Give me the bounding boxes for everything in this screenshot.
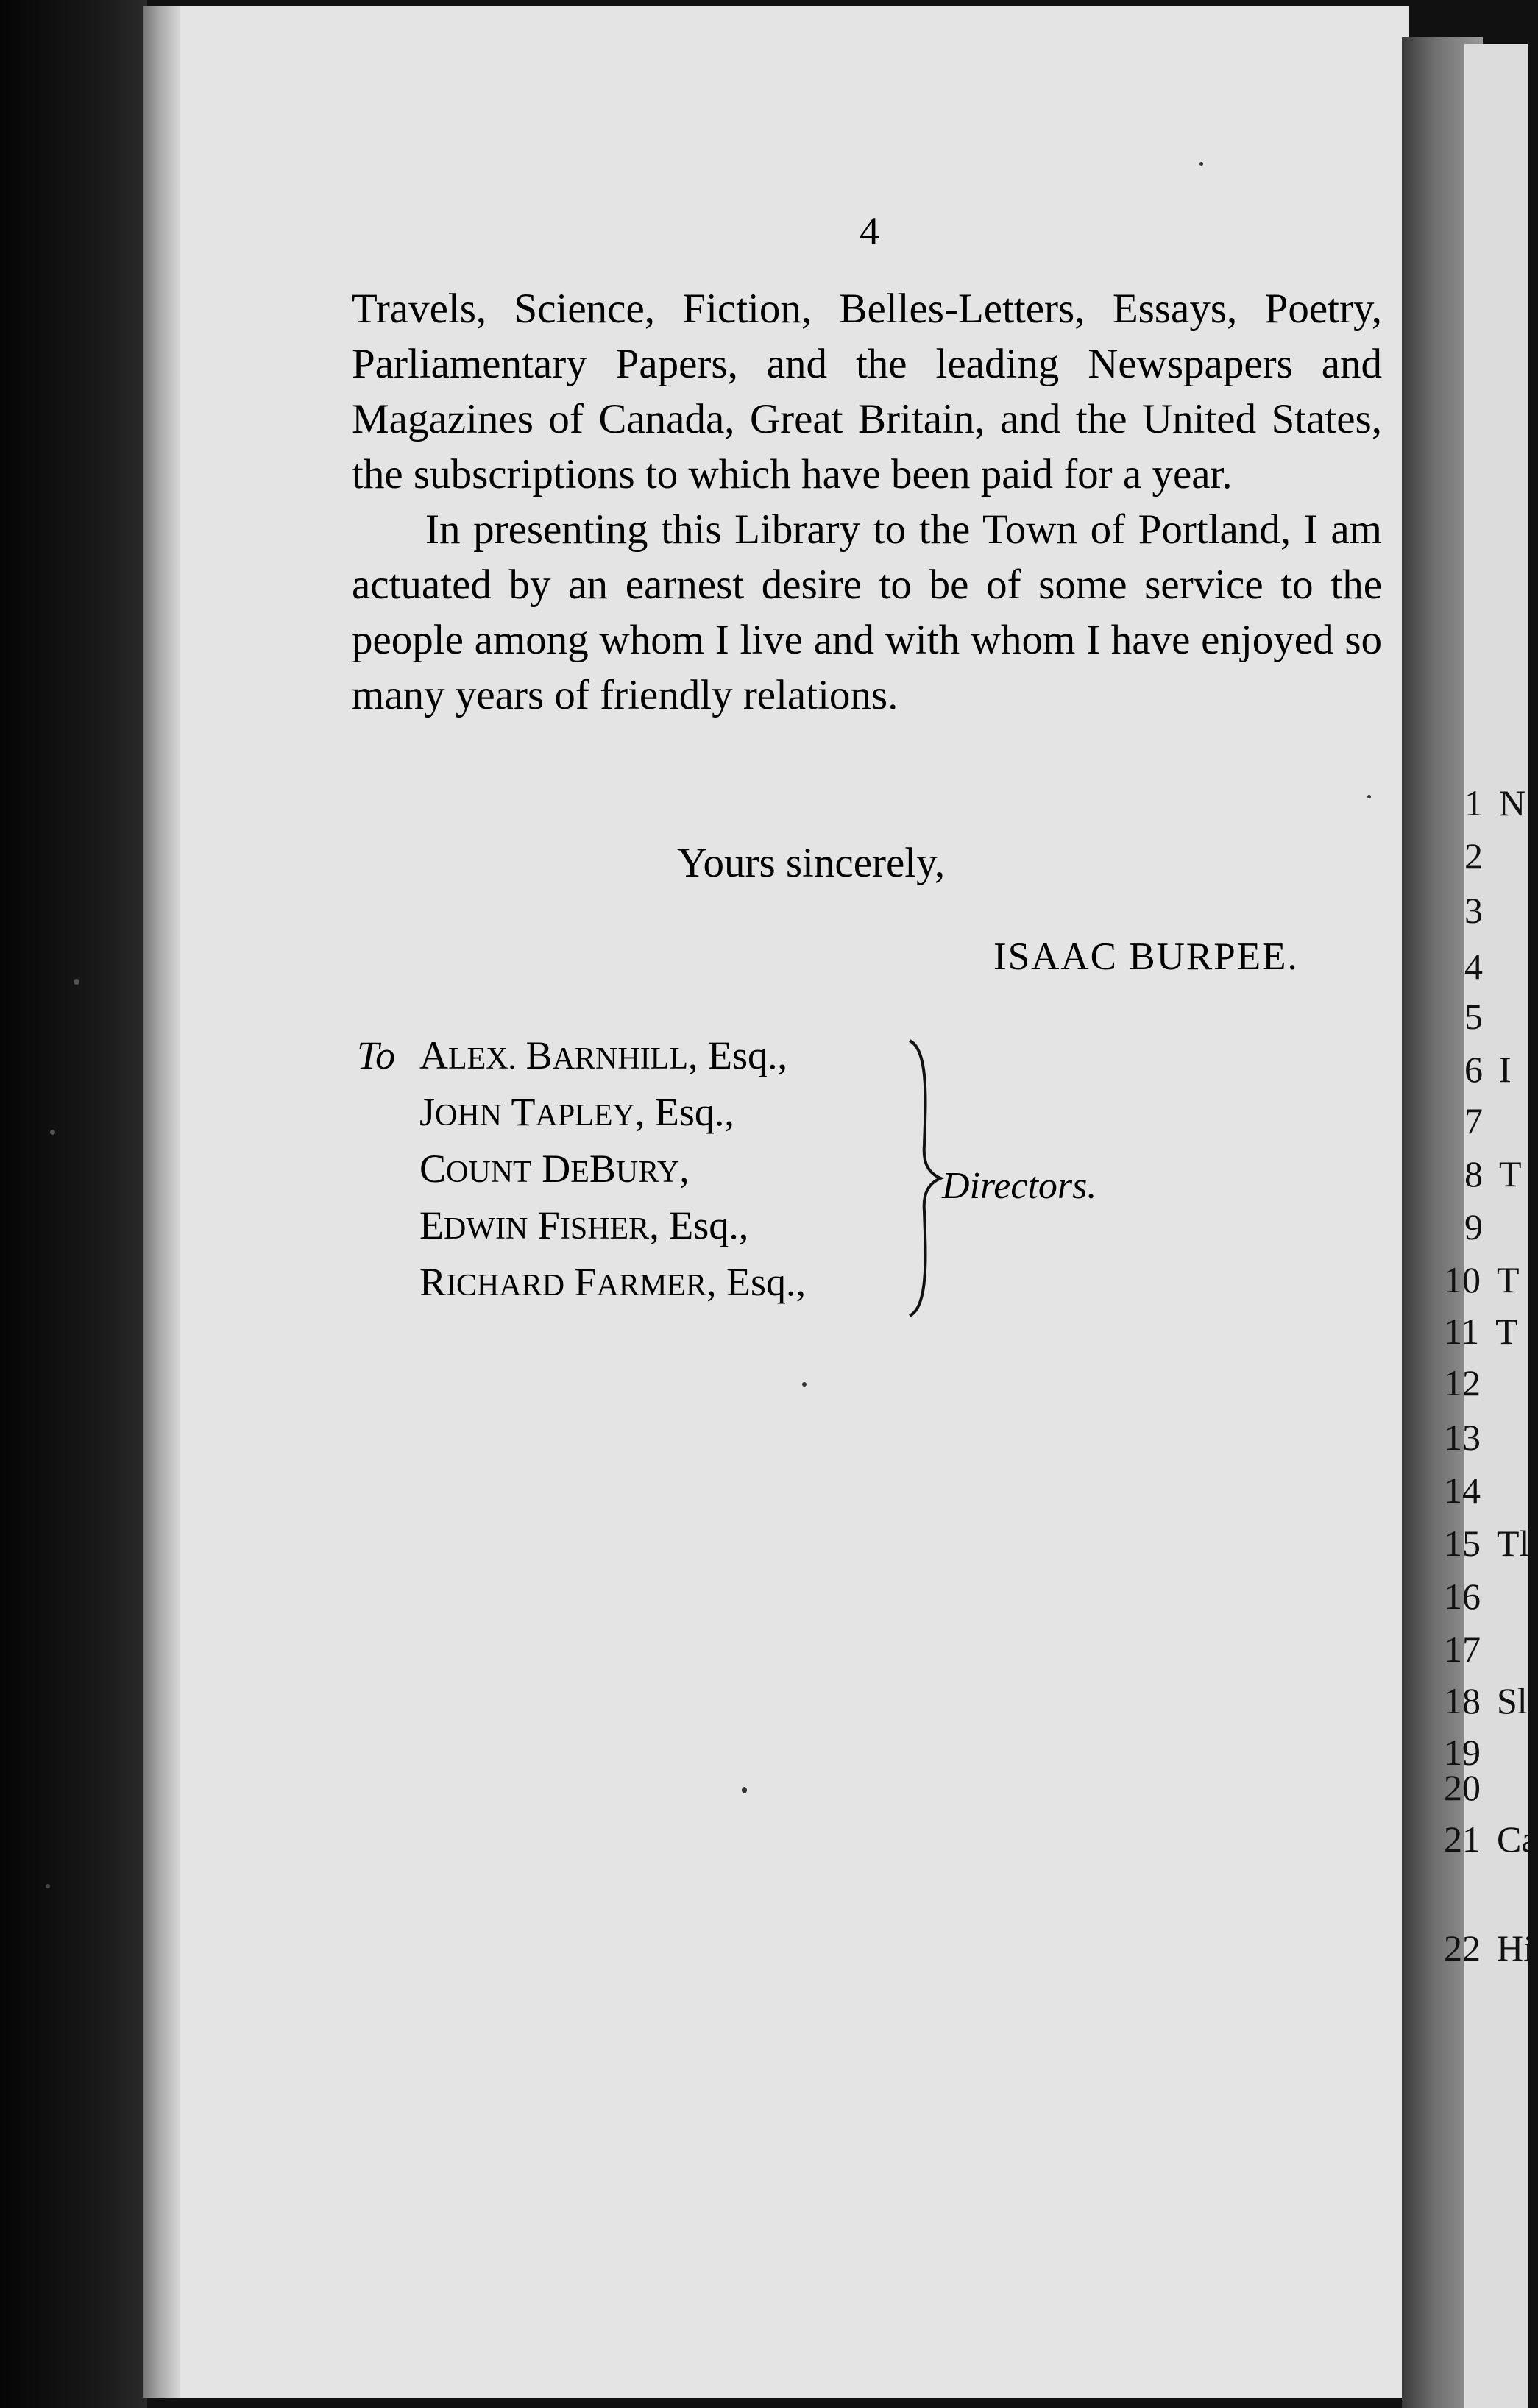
name-initial: F	[574, 1260, 597, 1304]
adjacent-list-entry	[1464, 1048, 1512, 1091]
entry-number: 4	[1464, 946, 1483, 987]
adjacent-list-entry	[1464, 889, 1499, 932]
entry-number: 6	[1464, 1049, 1483, 1090]
name-suffix: , Esq.,	[649, 1203, 749, 1247]
entry-number: 1	[1464, 782, 1483, 824]
entry-text: Sl	[1497, 1680, 1528, 1721]
name-part: ICHARD	[446, 1269, 565, 1303]
director-row	[357, 1256, 806, 1312]
name-suffix: , Esq.,	[634, 1090, 734, 1134]
director-row	[357, 1086, 806, 1142]
entry-number: 18	[1444, 1680, 1481, 1721]
adjacent-list-entry	[1444, 1258, 1520, 1301]
entry-number: 2	[1464, 835, 1483, 877]
name-initial: C	[419, 1147, 447, 1191]
adjacent-list-entry	[1464, 995, 1499, 1038]
adjacent-list-entry	[1444, 1927, 1534, 1969]
adjacent-list-entry	[1444, 1416, 1497, 1459]
name-initial: J	[419, 1090, 436, 1134]
name-initial: B	[589, 1147, 616, 1191]
name-initial: A	[419, 1033, 448, 1077]
closing-salutation: Yours sincerely,	[677, 840, 946, 886]
name-part: DWIN	[444, 1212, 528, 1246]
entry-number: 14	[1444, 1470, 1481, 1511]
name-initial: R	[419, 1260, 447, 1304]
adjacent-list-entry	[1464, 1205, 1499, 1248]
entry-number: 13	[1444, 1417, 1481, 1458]
name-part: ARMER	[596, 1269, 706, 1303]
name-part: ISHER	[559, 1212, 650, 1246]
director-row	[357, 1029, 806, 1086]
entry-number: 7	[1464, 1100, 1483, 1141]
directors-label: Directors.	[942, 1165, 1097, 1207]
adjacent-list-entry	[1444, 1361, 1497, 1404]
name-initial: D	[542, 1147, 571, 1191]
adjacent-list-entry	[1444, 1818, 1538, 1860]
name-suffix: , Esq.,	[688, 1033, 787, 1077]
name-part: E	[570, 1155, 589, 1189]
name-part: APLEY	[535, 1099, 635, 1133]
name-initial: F	[537, 1203, 560, 1247]
entry-number: 16	[1444, 1576, 1481, 1617]
address-prefix: To	[357, 1033, 396, 1077]
entry-number: 12	[1444, 1362, 1481, 1403]
entry-text: T	[1497, 1259, 1520, 1300]
adjacent-list-entry	[1444, 1628, 1497, 1671]
adjacent-list-entry	[1464, 1099, 1499, 1142]
director-row	[357, 1142, 806, 1199]
entry-number: 9	[1464, 1206, 1483, 1247]
name-part: OUNT	[446, 1155, 532, 1189]
adjacent-list-entry	[1464, 835, 1499, 877]
adjacent-list-entry	[1444, 1469, 1497, 1512]
entry-number: 15	[1444, 1523, 1481, 1564]
entry-number: 20	[1444, 1767, 1481, 1808]
paragraph-presentation: In presenting this Library to the Town of Portland, I am actuated by an earnest desire to be of some service to the people among whom I live and with whom I have enjoyed so many years of friendly relations.	[352, 506, 1382, 718]
paragraph-continuation: Travels, Science, Fiction, Belles-Letters, Essays, Poetry, Parliamentary Papers, and the leading Newspapers and Magazines of Canada, Great Britain, and the United States, the subscriptions to which have been paid for a year.	[352, 286, 1382, 497]
director-row	[357, 1199, 806, 1256]
entry-number: 3	[1464, 890, 1483, 931]
entry-number: 17	[1444, 1629, 1481, 1670]
entry-text: Tl	[1497, 1523, 1530, 1564]
entry-number: 21	[1444, 1819, 1481, 1860]
entry-number: 19	[1444, 1732, 1481, 1773]
adjacent-page-list	[1444, 44, 1538, 2408]
entry-text: Hi	[1497, 1927, 1534, 1969]
name-suffix: , Esq.,	[706, 1260, 806, 1304]
directors-list	[357, 1029, 806, 1312]
adjacent-page-fragment	[1444, 44, 1538, 2408]
page-number: 4	[860, 209, 879, 253]
body-text	[352, 281, 1382, 723]
entry-number: 8	[1464, 1153, 1483, 1194]
entry-text: Ca	[1497, 1819, 1538, 1860]
entry-number: 10	[1444, 1259, 1481, 1300]
page-inner-edge	[143, 6, 180, 2398]
name-suffix: ,	[679, 1147, 690, 1191]
entry-number: 5	[1464, 996, 1483, 1037]
book-spine-shadow	[0, 0, 147, 2408]
adjacent-list-entry	[1444, 1522, 1529, 1565]
signature: ISAAC BURPEE.	[993, 935, 1299, 978]
adjacent-list-entry	[1464, 945, 1499, 988]
adjacent-list-entry	[1444, 1766, 1497, 1809]
entry-number: 11	[1444, 1311, 1480, 1352]
name-part: OHN	[435, 1099, 503, 1133]
entry-text: T	[1495, 1311, 1518, 1352]
adjacent-list-entry	[1464, 1152, 1522, 1195]
adjacent-list-entry	[1464, 782, 1525, 824]
entry-number: 22	[1444, 1927, 1481, 1969]
adjacent-list-entry	[1444, 1679, 1528, 1722]
name-initial: T	[511, 1090, 536, 1134]
entry-text: I	[1499, 1049, 1512, 1090]
name-initial: E	[419, 1203, 444, 1247]
entry-text: T	[1499, 1153, 1522, 1194]
name-part: LEX.	[448, 1042, 517, 1076]
adjacent-list-entry	[1444, 1575, 1497, 1618]
brace-icon	[904, 1035, 948, 1322]
name-part: ARNHILL	[552, 1042, 688, 1076]
name-initial: B	[525, 1033, 553, 1077]
name-part: URY	[615, 1155, 680, 1189]
adjacent-list-entry	[1444, 1310, 1518, 1353]
entry-text: N	[1499, 782, 1526, 824]
